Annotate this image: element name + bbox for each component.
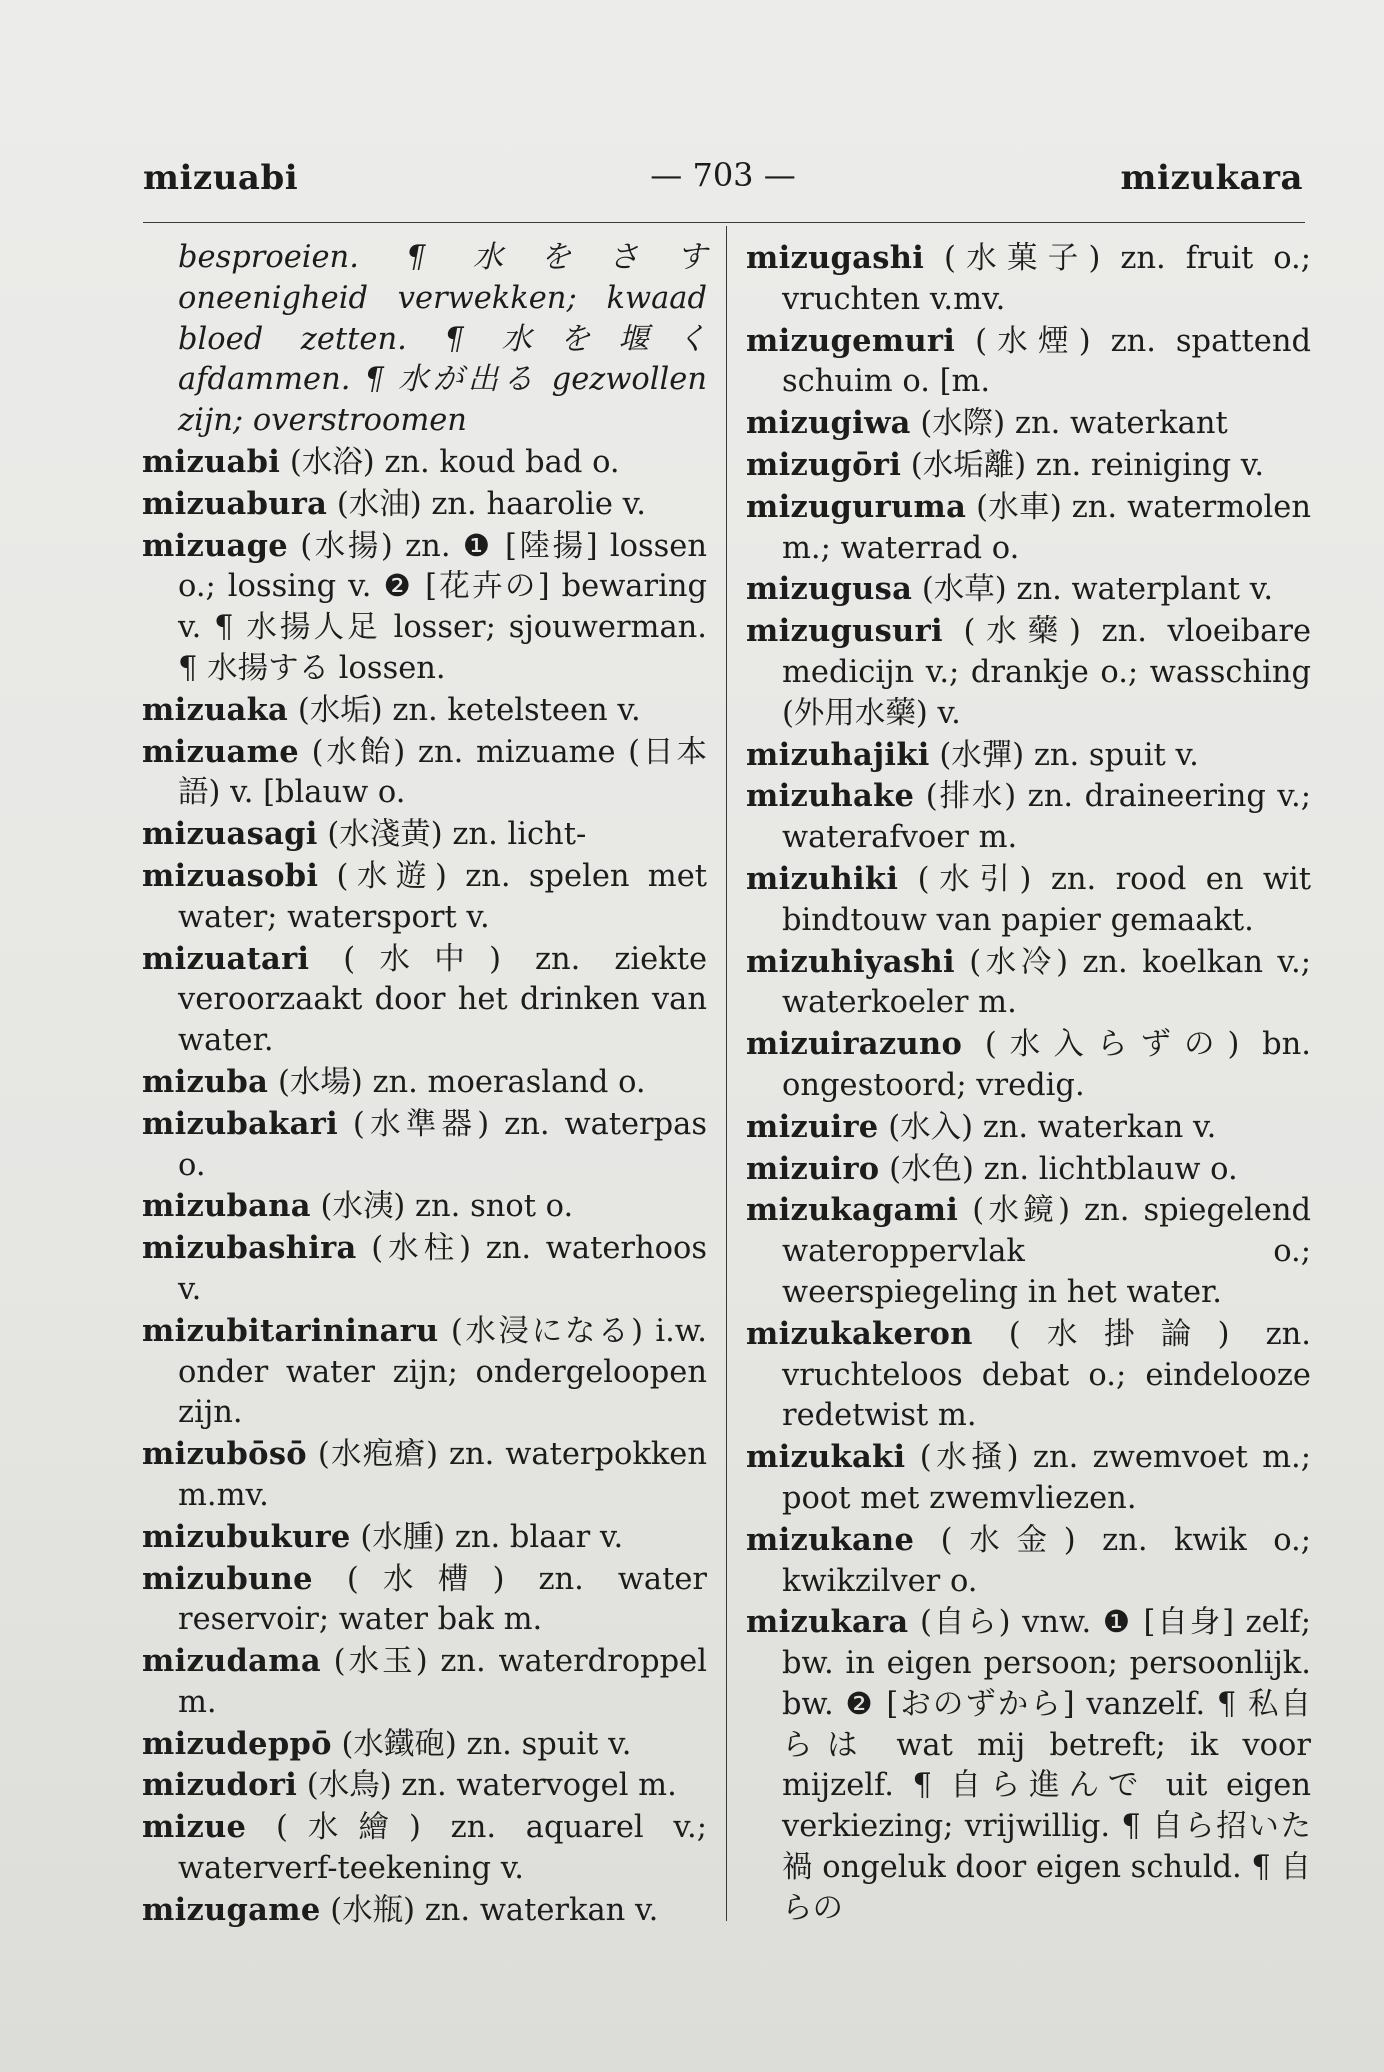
dictionary-entry: mizukakeron (水掛論) zn. vruchteloos debat o.; eindelooze redetwist m.	[746, 1315, 1311, 1434]
headword: mizubashira	[142, 1230, 357, 1267]
headword: mizubune	[142, 1560, 313, 1597]
dictionary-entry: mizuiro (水色) zn. lichtblauw o.	[746, 1150, 1238, 1187]
dictionary-entry: mizukane (水金) zn. kwik o.; kwikzilver o.	[746, 1521, 1311, 1599]
dictionary-entry: mizuba (水場) zn. moerasland o.	[142, 1063, 646, 1100]
headword: mizugiwa	[746, 405, 911, 442]
headword: mizudori	[142, 1767, 298, 1804]
headword: mizugusuri	[746, 613, 943, 650]
headword: mizubōsō	[142, 1436, 307, 1473]
dictionary-entry: mizugusa (水草) zn. waterplant v.	[746, 571, 1274, 608]
headword: mizuabi	[142, 443, 281, 480]
dictionary-entry: mizubukure (水腫) zn. blaar v.	[142, 1518, 624, 1555]
column-divider	[726, 226, 727, 1921]
headword: mizuhiki	[746, 860, 899, 897]
headword: mizugusa	[746, 571, 913, 608]
headword: mizuhajiki	[746, 736, 930, 773]
headword: mizugame	[142, 1891, 321, 1928]
headword: mizudama	[142, 1643, 321, 1680]
headword: mizuire	[746, 1108, 879, 1145]
dictionary-entry: mizukaki (水掻) zn. zwemvoet m.; poot met zwemvliezen.	[746, 1439, 1311, 1516]
dictionary-entry: mizugemuri (水煙) zn. spattend schuim o. [m.	[746, 322, 1311, 400]
headword: mizugōri	[746, 446, 902, 483]
dictionary-entry: mizuame (水飴) zn. mizuame (日本語) v. [blauw o.	[142, 733, 707, 811]
headword: mizuiro	[746, 1150, 880, 1187]
headword: mizugemuri	[746, 322, 956, 359]
headword: mizubukure	[142, 1518, 351, 1555]
dictionary-entry: mizuasobi (水遊) zn. spelen met water; watersport v.	[142, 857, 707, 935]
dictionary-entry: mizubashira (水柱) zn. waterhoos v.	[142, 1230, 707, 1307]
headword: mizuhake	[746, 778, 915, 815]
dictionary-entry: mizugashi (水菓子) zn. fruit o.; vruchten v.mv.	[746, 240, 1311, 317]
header-first-entry: mizuabi	[143, 158, 299, 198]
headword: mizubitarininaru	[142, 1312, 439, 1349]
dictionary-entry: mizuabi (水浴) zn. koud bad o.	[142, 443, 620, 480]
dictionary-entry: mizugusuri (水藥) zn. vloeibare medicijn v.; drankje o.; wassching (外用水藥) v.	[746, 613, 1311, 731]
headword: mizuaka	[142, 691, 289, 728]
headword: mizuhiyashi	[746, 943, 955, 980]
dictionary-entry: mizuhajiki (水彈) zn. spuit v.	[746, 736, 1199, 773]
headword: mizuatari	[142, 940, 310, 977]
dictionary-entry: mizuhiki (水引) zn. rood en wit bindtouw van papier gemaakt.	[746, 860, 1311, 938]
dictionary-entry: mizuatari (水中) zn. ziekte veroorzaakt door het drinken van water.	[142, 940, 707, 1059]
right-column	[746, 238, 1311, 1930]
dictionary-entry: mizudama (水玉) zn. waterdroppel m.	[142, 1643, 707, 1720]
dictionary-entry: mizudori (水鳥) zn. watervogel m.	[142, 1767, 677, 1804]
dictionary-entry: mizukagami (水鏡) zn. spiegelend wateroppervlak o.; weerspiegeling in het water.	[746, 1192, 1311, 1310]
headword: mizuirazuno	[746, 1026, 963, 1063]
headword: mizuabura	[142, 485, 328, 522]
dictionary-entry: mizudeppō (水鐵砲) zn. spuit v.	[142, 1725, 632, 1762]
headword: mizugashi	[746, 240, 925, 276]
dictionary-entry: mizuhiyashi (水冷) zn. koelkan v.; waterkoeler m.	[746, 943, 1311, 1021]
headword: mizubakari	[142, 1105, 338, 1142]
left-column	[142, 238, 707, 1932]
dictionary-entry: mizubune (水槽) zn. water reservoir; water bak m.	[142, 1560, 707, 1638]
headword: mizue	[142, 1809, 247, 1846]
headword: mizuguruma	[746, 488, 967, 525]
headword: mizukagami	[746, 1192, 959, 1229]
dictionary-entry: mizugame (水瓶) zn. waterkan v.	[142, 1891, 659, 1928]
dictionary-entry: mizue (水繪) zn. aquarel v.; waterverf-teekening v.	[142, 1809, 707, 1887]
headword: mizuba	[142, 1063, 269, 1100]
dictionary-entry: mizuabura (水油) zn. haarolie v.	[142, 485, 646, 522]
page-number: — 703 —	[650, 156, 796, 194]
headword: mizuasagi	[142, 816, 318, 853]
dictionary-entry: mizubakari (水準器) zn. waterpas o.	[142, 1105, 707, 1183]
header-last-entry: mizukara	[1120, 158, 1303, 198]
dictionary-entry: mizuire (水入) zn. waterkan v.	[746, 1108, 1217, 1145]
dictionary-entry: mizuaka (水垢) zn. ketelsteen v.	[142, 691, 641, 728]
headword: mizuasobi	[142, 857, 319, 894]
headword: mizubana	[142, 1188, 311, 1225]
dictionary-entry: mizubitarininaru (水浸になる) i.w. onder water zijn; ondergeloopen zijn.	[142, 1312, 707, 1431]
headword: mizudeppō	[142, 1725, 332, 1762]
dictionary-entry: mizuage (水揚) zn. ❶ [陸揚] lossen o.; lossing v. ❷ [花卉の] bewaring v. ¶ 水揚人足 losser; sjouwerman. ¶ 水揚する lossen.	[142, 527, 707, 686]
dictionary-entry: mizugōri (水垢離) zn. reiniging v.	[746, 446, 1265, 483]
headword: mizuame	[142, 733, 299, 770]
dictionary-entry: mizubana (水洟) zn. snot o.	[142, 1188, 574, 1225]
page-header	[143, 152, 1303, 202]
header-rule	[143, 222, 1305, 223]
dictionary-entry: mizubōsō (水疱瘡) zn. waterpokken m.mv.	[142, 1436, 707, 1513]
dictionary-entry: mizuasagi (水淺黄) zn. licht-	[142, 816, 587, 853]
headword: mizukane	[746, 1521, 915, 1558]
dictionary-entry: mizuguruma (水車) zn. watermolen m.; waterrad o.	[746, 488, 1311, 566]
dictionary-entry: mizukara (自ら) vnw. ❶ [自身] zelf; bw. in eigen persoon; persoonlijk. bw. ❷ [おのずから] vanzelf. ¶ 私自らは wat mij betreft; ik voor mijzelf. ¶ 自ら進んで uit eigen verkiezing; vrijwillig. ¶ 自ら招いた禍 ongeluk door eigen schuld. ¶ 自らの	[746, 1604, 1311, 1926]
headword: mizukakeron	[746, 1315, 973, 1352]
headword: mizukaki	[746, 1439, 906, 1476]
entry-continuation: besproeien. ¶ 水をさす oneenigheid verwekken; kwaad bloed zetten. ¶ 水を堰く afdammen. ¶ 水が出る gezwollen zijn; overstroomen	[178, 240, 707, 439]
headword: mizukara	[746, 1604, 909, 1641]
dictionary-entry: mizuirazuno (水入らずの) bn. ongestoord; vredig.	[746, 1026, 1311, 1103]
dictionary-entry: mizugiwa (水際) zn. waterkant	[746, 405, 1228, 442]
dictionary-entry: mizuhake (排水) zn. draineering v.; waterafvoer m.	[746, 778, 1311, 856]
headword: mizuage	[142, 527, 288, 564]
